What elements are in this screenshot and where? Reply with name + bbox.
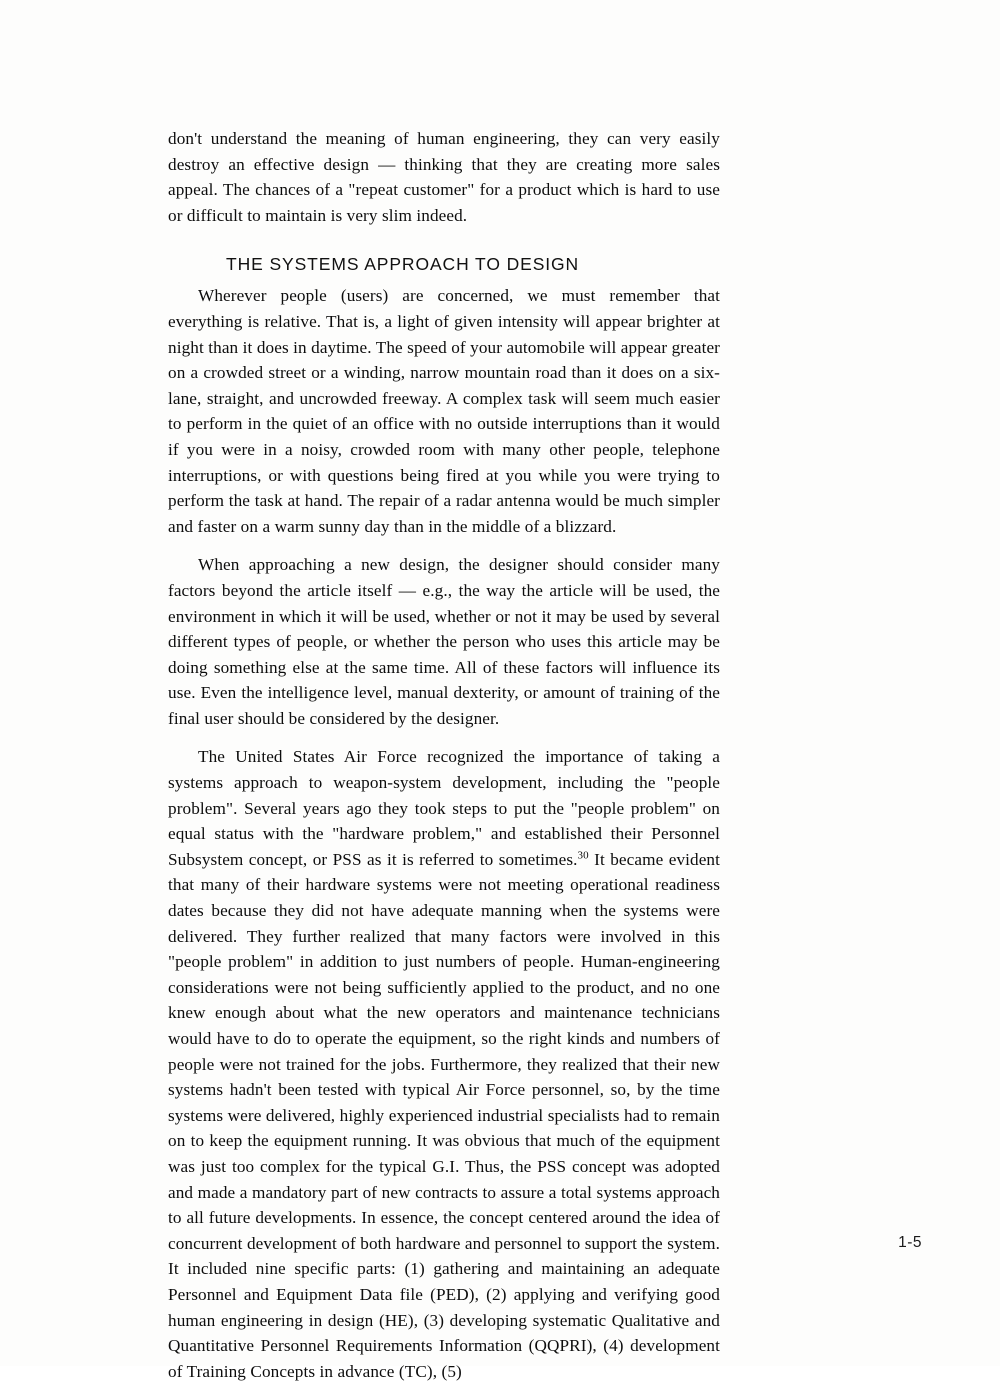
paragraph-continuation: don't understand the meaning of human engineering, they can very easily destroy an effective design — thinking that they are creating more sales appeal. The chances of a "repeat customer" for a product which is hard to use or difficult to maintain is very slim indeed. (168, 129, 720, 225)
paragraph-spacer-2 (168, 731, 720, 744)
paragraph-air-force (168, 744, 720, 1384)
section-heading: THE SYSTEMS APPROACH TO DESIGN (226, 254, 580, 275)
paragraph-spacer (168, 539, 720, 552)
paragraph-design-factors: When approaching a new design, the designer should consider many factors beyond the article itself — e.g., the way the article will be used, the environment in which it will be used, whether or not it may be used by several different types of people, or whether the person who uses this article may be doing something else at the same time. All of these factors will influence its use. Even the intelligence level, manual dexterity, or amount of training of the final user should be considered by the designer. (168, 555, 720, 728)
page-number: 1-5 (898, 1234, 922, 1251)
paragraph-air-force-part1: The United States Air Force recognized the importance of taking a systems approach to weapon-system development, including the "people problem". Several years ago they took steps to put the "people problem" on equal status with the "hardware problem," and established their Personnel Subsystem concept, or PSS as it is referred to sometimes. (168, 747, 720, 869)
paragraph-relativity: Wherever people (users) are concerned, we must remember that everything is relative. That is, a light of given intensity will appear brighter at night than it does in daytime. The speed of your automobile will appear greater on a crowded street or a winding, narrow mountain road than it does on a six-lane, straight, and uncrowded freeway. A complex task will seem much easier to perform in the quiet of an office with no outside interruptions than it would if you were in a noisy, crowded room with many other people, telephone interruptions, or with questions being fired at you while you were trying to perform the task at hand. The repair of a radar antenna would be much simpler and faster on a warm sunny day than in the middle of a blizzard. (168, 286, 720, 536)
footnote-marker: 30 (577, 849, 589, 862)
paragraph-air-force-part2: It became evident that many of their hardware systems were not meeting operational readiness dates because they did not have adequate manning when the systems were delivered. They further realized that many factors were involved in this "people problem" in addition to just numbers of people. Human-engineering considerations were not being sufficiently applied to the product, and no one knew enough about what the new operators and maintenance technicians would have to do to operate the equipment, so the right kinds and numbers of people were not trained for the jobs. Furthermore, they realized that their new systems hadn't been tested with typical Air Force personnel, so, by the time systems were delivered, highly experienced industrial specialists had to remain on to keep the equipment running. It was obvious that much of the equipment was just too complex for the typical G.I. Thus, the PSS concept was adopted and made a mandatory part of new contracts to assure a total systems approach to all future developments. In essence, the concept centered around the idea of concurrent development of both hardware and personnel to support the system. It included nine specific parts: (1) gathering and maintaining an adequate Personnel and Equipment Data file (PED), (2) applying and verifying good human engineering in design (HE), (3) developing systematic Qualitative and Quantitative Personnel Requirements Information (QQPRI), (4) development of Training Concepts in advance (TC), (5) (168, 849, 721, 1381)
text-column (168, 126, 720, 1384)
